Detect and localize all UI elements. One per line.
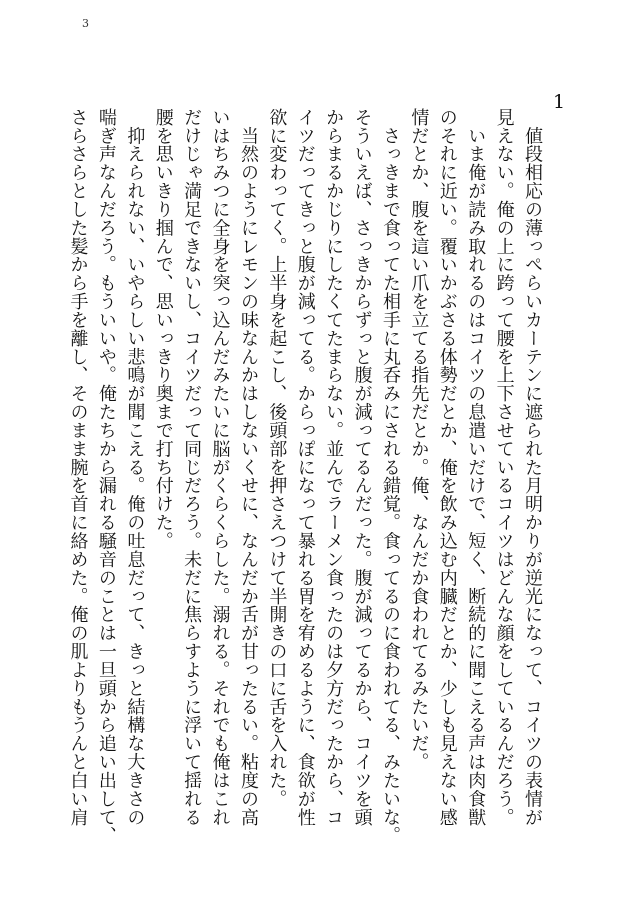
text-line: からまるかじりにしたくてたまらない。並んでラーメン食ったのは夕方だったから、コ	[323, 108, 345, 827]
text-line: 抑えられない、いやらしい悲鳴が聞こえる。俺の吐息だって、きっと結構な大きさの	[124, 108, 146, 827]
text-line: イツだってきっと腹が減ってる。からっぽになって暴れる胃を宥めるように、食欲が性	[294, 108, 316, 827]
chapter-number: 1	[553, 91, 566, 113]
text-line: 見えない。俺の上に跨って腰を上下させているコイツはどんな顔をしているんだろう。	[493, 108, 515, 827]
text-line: 値段相応の薄っぺらいカーテンに遮られた月明かりが逆光になって、コイツの表情が	[522, 108, 543, 827]
text-line: いま俺が読み取れるのはコイツの息遣いだけで、短く、断続的に聞こえる声は肉食獣	[465, 108, 487, 827]
text-line: だけじゃ満足できないし、コイツだって同じだろう。未だに焦らすように浮いて揺れる	[181, 108, 203, 827]
text-line: 欲に変わってく。上半身を起こし、後頭部を押さえつけて半開きの口に舌を入れた。	[266, 108, 288, 808]
text-line: さらさらとした髪から手を離し、そのまま腕を首に絡めた。俺の肌よりもうんと白い肩	[67, 108, 89, 827]
text-line: 情だとか、腹を這い爪を立てる指先だとか。俺、なんだか食われてるみたいだ。	[408, 108, 430, 772]
text-line: のそれに近い。覆いかぶさる体勢だとか、俺を飲み込む内臓だとか、少しも見えない感	[436, 108, 458, 827]
text-line: そういえば、さっきからずっと腹が減ってるんだった。腹が減ってるから、コイツを頭	[351, 108, 373, 827]
text-line: いはちみつに全身を突っ込んだみたいに脳がくらくらした。溺れる。それでも俺はこれ	[209, 108, 231, 827]
vertical-text-block	[67, 108, 546, 845]
text-line: 当然のようにレモンの味なんかはしないくせに、なんだか舌が甘ったるい。粘度の高	[237, 108, 259, 827]
page-number: 3	[82, 17, 89, 30]
text-line: さっきまで食ってた相手に丸呑みにされる錯覚。食ってるのに食われてる、みたいな。	[379, 108, 401, 845]
text-line: 腰を思いきり掴んで、思いっきり奥まで打ち付けた。	[152, 108, 174, 551]
text-line: 喘ぎ声なんだろう。もういいや。俺たちから漏れる騒音のことは一旦頭から追い出して、	[95, 108, 117, 845]
